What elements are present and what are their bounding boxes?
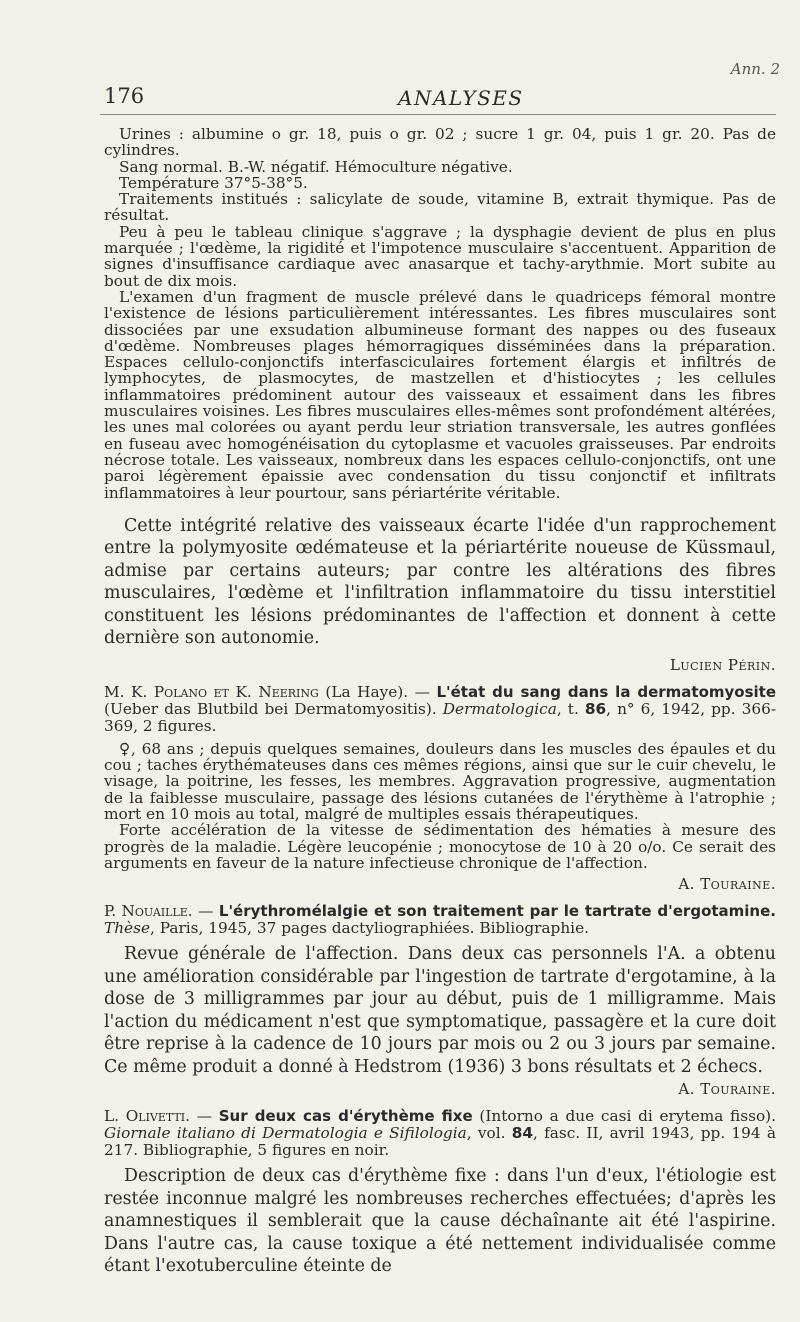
article-journal: Giornale italiano di Dermatologia e Sifilologia	[104, 1124, 467, 1143]
article-journal: Thèse	[104, 919, 151, 938]
article-location: . —	[187, 902, 219, 921]
case-evolution: Peu à peu le tableau clinique s'aggrave ; la dysphagie devient de plus en plus marquée ; l'œdème, la rigidité et l'impotence musculaire s'accentuent. Apparition de signes d'insuffisance cardiaque avec anasarque et tachy-arythmie. Mort subite au bout de dix mois.	[104, 222, 776, 290]
article-title: L'état du sang dans la dermatomyosite	[436, 682, 776, 701]
article-reference	[104, 1108, 776, 1159]
article-entry	[104, 903, 776, 1098]
case-temperature: Température 37°5-38°5.	[119, 173, 308, 192]
article-body	[104, 1165, 776, 1278]
article-paragraph: Forte accélération de la vitesse de sédimentation des hématies à mesure des progrès de la maladie. Légère leucopénie ; monocytose de 10 à 20 o/o. Ce serait des arguments en faveur de la nature infectieuse chronique de l'affection.	[104, 821, 776, 872]
article-paragraph: Revue générale de l'affection. Dans deux cas personnels l'A. a obtenu une amélioration considérable par l'ingestion de tartrate d'ergotamine, à la dose de 3 milligrammes par jour au début, puis de 1 milligramme. Mais l'action du médicament n'est que symptomatique, passagère et la cure doit être reprise à la cadence de 10 jours par mois ou 2 ou 3 jours par semaine. Ce même produit a donné à Hedstrom (1936) 3 bons résultats et 2 échecs.	[104, 944, 776, 1077]
article-location: (La Haye). —	[318, 682, 437, 701]
article-pre-journal: (Intorno a due casi di erytema fisso).	[472, 1107, 776, 1126]
article-title: L'érythromélalgie et son traitement par le tartrate d'ergotamine.	[218, 902, 776, 921]
article-authors: P. Nouaille	[104, 902, 188, 921]
article-paragraph: ♀, 68 ans ; depuis quelques semaines, douleurs dans les muscles des épaules et du cou ; taches érythémateuses dans ces mêmes régions, ainsi que sur le cuir chevelu, le visage, la poitrine, les fesses, les membres. Aggravation progressive, augmentation de la faiblesse musculaire, passage des lésions cutanées de l'érythème à l'atrophie ; mort en 10 mois au total, malgré de multiples essais thérapeutiques.	[104, 739, 776, 824]
article-pre-volume: , vol.	[466, 1124, 512, 1143]
article-volume: 86	[584, 699, 607, 718]
article-post-volume: , fasc. II, avril 1943, pp. 194 à 217. Bibliographie, 5 figures en noir.	[104, 1124, 776, 1160]
case-signature: Lucien Périn.	[669, 655, 776, 674]
article-authors: L. Olivetti	[104, 1107, 186, 1126]
article-body	[104, 943, 776, 1078]
case-histology: L'examen d'un fragment de muscle prélevé dans le quadriceps fémoral montre l'existence de lésions particulièrement intéressantes. Les fibres musculaires sont dissociées par une exsudation albumineuse formant des nappes ou des fuseaux d'œdème. Nombreuses plages hémorragiques disséminées dans la préparation. Espaces cellulo-conjonctifs interfasciculaires fortement élargis et infiltrés de lymphocytes, de plasmocytes, de mastzellen et d'histiocytes ; les cellules inflammatoires prédominent autour des vaisseaux et essaiment dans les fibres musculaires voisines. Les fibres musculaires elles-mêmes sont profondément altérées, les unes mal colorées ou ayant perdu leur striation transversale, les autres gonflées en fuseau avec homogénéisation du cytoplasme et vacuoles graisseuses. Par endroits nécrose totale. Les vaisseaux, nombreux dans les espaces cellulo-conjonctifs, ont une paroi légèrement épaissie avec condensation du tissu conjonctif et infiltrats inflammatoires à leur pourtour, sans périartérite véritable.	[104, 287, 776, 502]
journal-volume-mark: Ann. 2	[730, 60, 780, 78]
case-urines: Urines : albumine o gr. 18, puis o gr. 02 ; sucre 1 gr. 04, puis 1 gr. 20. Pas de cylindres.	[104, 125, 776, 160]
article-reference	[104, 684, 776, 735]
article-entry	[104, 684, 776, 893]
page-number: 176	[104, 84, 145, 108]
case-conclusion-block	[104, 515, 776, 650]
article-signature: A. Touraine.	[678, 875, 776, 894]
page-body	[104, 126, 776, 1278]
case-report	[104, 126, 776, 501]
article-post-volume: , n° 6, 1942, pp. 366-369, 2 figures.	[104, 699, 776, 735]
article-pre-journal: (Ueber das Blutbild bei Dermatomyositis).	[104, 699, 443, 718]
article-pre-volume: , Paris, 1945, 37 pages dactyliographiées. Bibliographie.	[150, 919, 589, 938]
article-location: . —	[185, 1107, 219, 1126]
article-entry	[104, 1108, 776, 1278]
article-journal: Dermatologica	[442, 699, 557, 718]
case-treatments: Traitements institués : salicylate de soude, vitamine B, extrait thymique. Pas de résultat.	[104, 190, 776, 225]
article-signature: A. Touraine.	[678, 1080, 776, 1099]
article-reference	[104, 903, 776, 937]
article-body	[104, 741, 776, 871]
header-rule	[100, 114, 776, 115]
case-conclusion: Cette intégrité relative des vaisseaux écarte l'idée d'un rapprochement entre la polymyosite œdémateuse et la périartérite noueuse de Küssmaul, admise par certains auteurs; par contre les altérations des fibres musculaires, l'œdème et l'infiltration inflammatoire du tissu interstitiel constituent les lésions prédominantes de l'affection et donnent à cette dernière son autonomie.	[104, 515, 776, 649]
case-blood: Sang normal. B.-W. négatif. Hémoculture négative.	[119, 157, 513, 176]
article-paragraph: Description de deux cas d'érythème fixe : dans l'un d'eux, l'étiologie est restée inconnue malgré les nombreuses recherches effectuées; d'après les anamnestiques il semblerait que la cause déchaînante ait été l'aspirine. Dans l'autre cas, la cause toxique a été nettement individualisée comme étant l'exotuberculine éteinte de	[104, 1166, 776, 1277]
running-title: ANALYSES	[398, 86, 524, 110]
article-title: Sur deux cas d'érythème fixe	[218, 1107, 473, 1126]
article-pre-volume: , t.	[556, 699, 585, 718]
article-authors: M. K. Polano et K. Neering	[104, 682, 319, 701]
article-volume: 84	[511, 1124, 533, 1143]
